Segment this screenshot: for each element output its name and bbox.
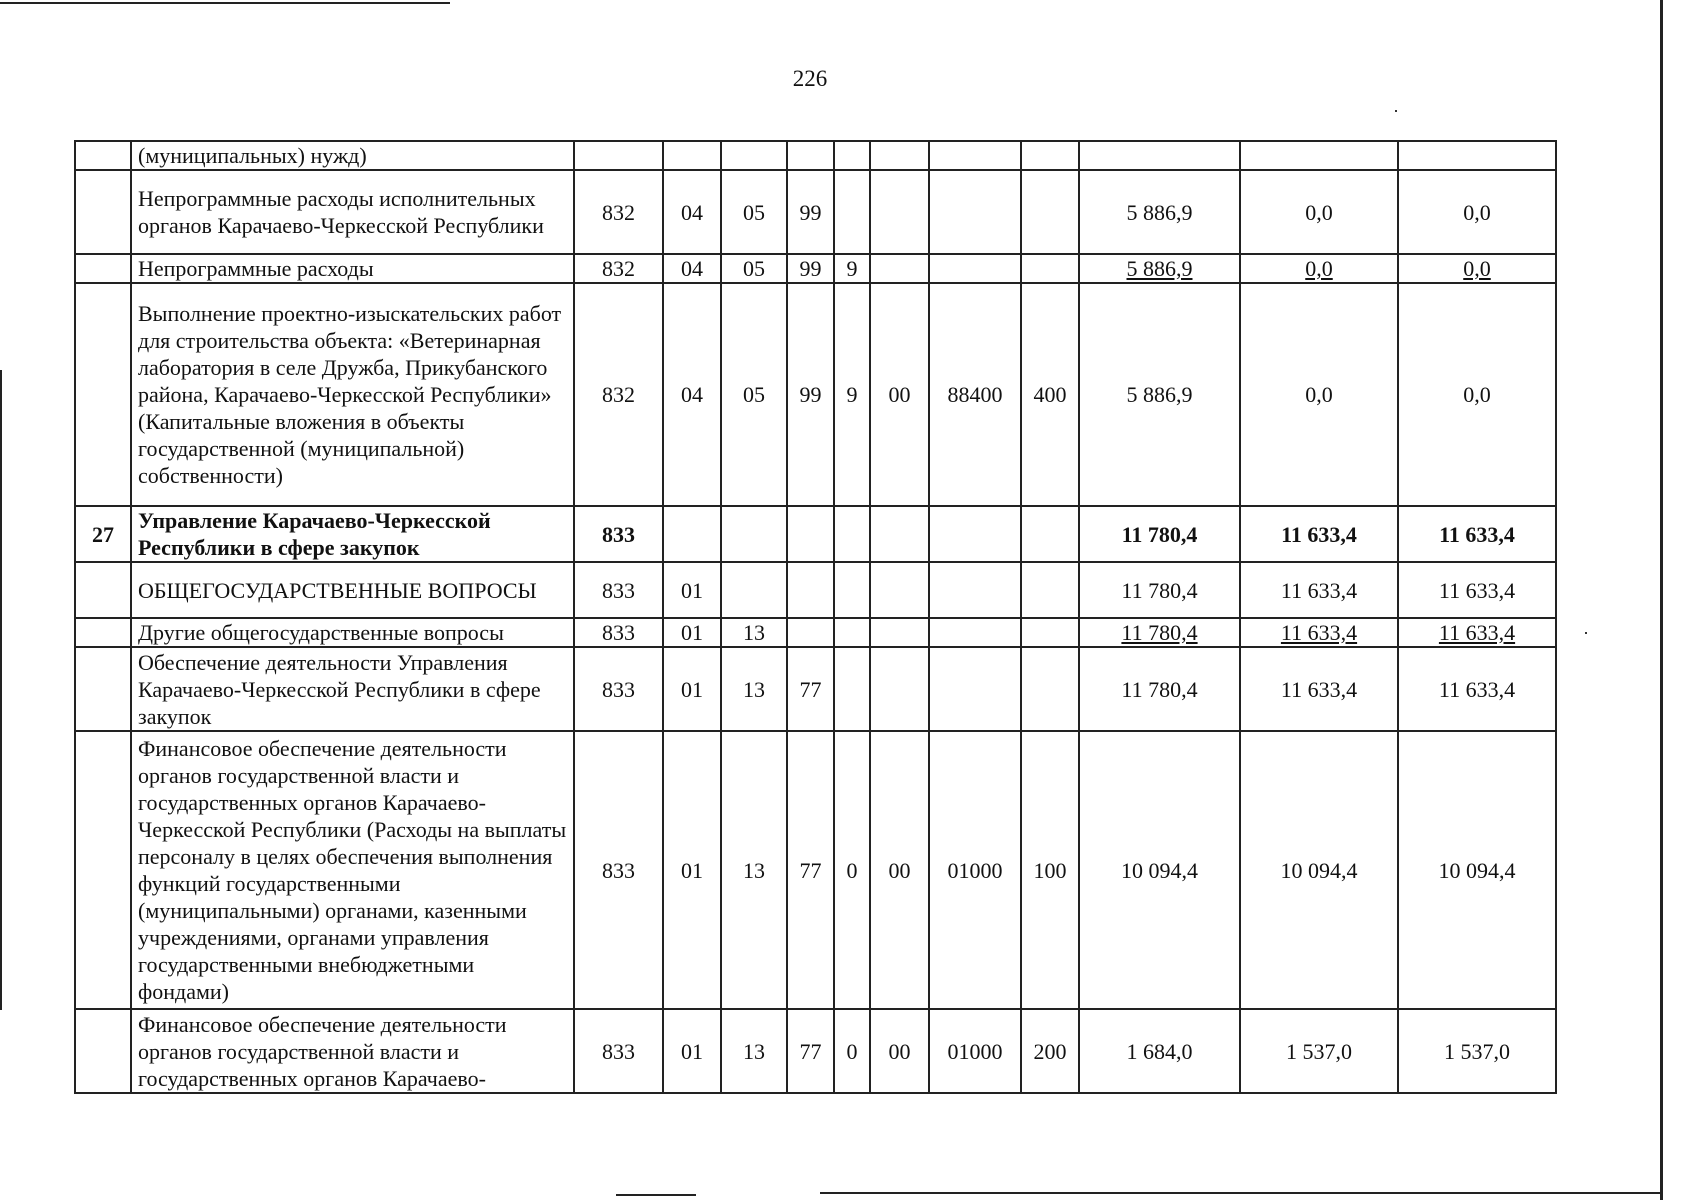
amount-year3-cell: 11 633,4 (1398, 506, 1556, 562)
amount-year1-cell: 11 780,4 (1079, 618, 1240, 647)
amount-year3-cell: 1 537,0 (1398, 1009, 1556, 1093)
row-name-cell: Обеспечение деятельности Управления Карачаево-Черкесской Республики в сфере закупок (131, 647, 574, 731)
expense-type-cell (1021, 562, 1079, 618)
target-code-part4-cell (929, 618, 1021, 647)
table-row (75, 562, 1556, 618)
grbs-code-cell: 833 (574, 618, 663, 647)
expense-type-cell (1021, 506, 1079, 562)
row-name-cell: Выполнение проектно-изыскательских работ для строительства объекта: «Ветеринарная лаборатория в селе Дружба, Прикубанского района, Карачаево-Черкесской Республики» (Капитальные вложения в объекты государственной (муниципальной) собственности) (131, 283, 574, 506)
target-code-part4-cell: 01000 (929, 731, 1021, 1009)
subsection-code-cell: 13 (721, 618, 787, 647)
target-code-part3-cell (870, 506, 929, 562)
section-code-cell: 01 (663, 647, 721, 731)
amount-year1-cell (1079, 141, 1240, 170)
expense-type-cell: 200 (1021, 1009, 1079, 1093)
target-code-part3-cell (870, 170, 929, 254)
section-code-cell: 04 (663, 170, 721, 254)
amount-year3-cell: 11 633,4 (1398, 647, 1556, 731)
scan-edge-top (0, 2, 450, 4)
grbs-code-cell: 833 (574, 562, 663, 618)
row-name-cell: Непрограммные расходы (131, 254, 574, 283)
grbs-code-cell: 833 (574, 506, 663, 562)
target-code-part3-cell (870, 618, 929, 647)
row-number-cell (75, 283, 131, 506)
table-row (75, 506, 1556, 562)
table-row (75, 1009, 1556, 1093)
section-code-cell: 01 (663, 731, 721, 1009)
row-name-cell: ОБЩЕГОСУДАРСТВЕННЫЕ ВОПРОСЫ (131, 562, 574, 618)
row-number-cell (75, 141, 131, 170)
amount-year2-cell: 11 633,4 (1240, 562, 1398, 618)
table-row (75, 283, 1556, 506)
target-code-part2-cell (834, 141, 870, 170)
subsection-code-cell: 05 (721, 254, 787, 283)
row-number-cell (75, 647, 131, 731)
table-row (75, 731, 1556, 1009)
expense-type-cell (1021, 170, 1079, 254)
target-code-part2-cell (834, 170, 870, 254)
grbs-code-cell: 833 (574, 647, 663, 731)
target-code-part4-cell (929, 562, 1021, 618)
amount-year1-cell: 5 886,9 (1079, 254, 1240, 283)
target-code-part4-cell (929, 170, 1021, 254)
grbs-code-cell: 832 (574, 254, 663, 283)
row-name-cell: Финансовое обеспечение деятельности органов государственной власти и государственных органов Карачаево- (131, 1009, 574, 1093)
amount-year3-cell: 10 094,4 (1398, 731, 1556, 1009)
grbs-code-cell: 832 (574, 170, 663, 254)
target-code-part1-cell: 99 (787, 170, 834, 254)
expense-type-cell (1021, 618, 1079, 647)
subsection-code-cell (721, 562, 787, 618)
scan-mark-bottom (616, 1194, 696, 1196)
amount-year2-cell: 1 537,0 (1240, 1009, 1398, 1093)
target-code-part3-cell: 00 (870, 731, 929, 1009)
subsection-code-cell (721, 141, 787, 170)
row-name-cell: Непрограммные расходы исполнительных органов Карачаево-Черкесской Республики (131, 170, 574, 254)
grbs-code-cell (574, 141, 663, 170)
subsection-code-cell: 13 (721, 647, 787, 731)
table-row (75, 618, 1556, 647)
table-row (75, 170, 1556, 254)
target-code-part2-cell (834, 618, 870, 647)
target-code-part1-cell (787, 141, 834, 170)
target-code-part2-cell: 9 (834, 283, 870, 506)
table-row (75, 647, 1556, 731)
target-code-part3-cell (870, 647, 929, 731)
scan-edge-left (0, 370, 2, 1010)
row-name-cell: Другие общегосударственные вопросы (131, 618, 574, 647)
amount-year3-cell: 0,0 (1398, 254, 1556, 283)
row-name-cell: Управление Карачаево-Черкесской Республики в сфере закупок (131, 506, 574, 562)
target-code-part2-cell (834, 506, 870, 562)
subsection-code-cell: 05 (721, 283, 787, 506)
page-number: 226 (792, 66, 828, 91)
amount-year2-cell: 0,0 (1240, 254, 1398, 283)
amount-year3-cell: 0,0 (1398, 170, 1556, 254)
section-code-cell: 04 (663, 254, 721, 283)
grbs-code-cell: 833 (574, 1009, 663, 1093)
scan-edge-bottom (820, 1192, 1660, 1194)
target-code-part1-cell: 77 (787, 1009, 834, 1093)
amount-year1-cell: 1 684,0 (1079, 1009, 1240, 1093)
row-number-cell (75, 254, 131, 283)
scan-speck (1585, 632, 1587, 634)
expense-type-cell (1021, 647, 1079, 731)
amount-year3-cell: 0,0 (1398, 283, 1556, 506)
target-code-part3-cell: 00 (870, 283, 929, 506)
target-code-part4-cell (929, 647, 1021, 731)
amount-year2-cell: 0,0 (1240, 170, 1398, 254)
amount-year1-cell: 10 094,4 (1079, 731, 1240, 1009)
grbs-code-cell: 833 (574, 731, 663, 1009)
expense-type-cell: 400 (1021, 283, 1079, 506)
row-number-cell (75, 618, 131, 647)
row-number-cell (75, 1009, 131, 1093)
subsection-code-cell (721, 506, 787, 562)
amount-year2-cell: 11 633,4 (1240, 506, 1398, 562)
section-code-cell (663, 141, 721, 170)
amount-year3-cell: 11 633,4 (1398, 562, 1556, 618)
budget-table (74, 140, 1557, 1094)
target-code-part1-cell: 77 (787, 647, 834, 731)
target-code-part1-cell (787, 506, 834, 562)
section-code-cell: 01 (663, 618, 721, 647)
amount-year2-cell: 11 633,4 (1240, 618, 1398, 647)
subsection-code-cell: 13 (721, 731, 787, 1009)
expense-type-cell (1021, 141, 1079, 170)
target-code-part3-cell (870, 562, 929, 618)
expense-type-cell: 100 (1021, 731, 1079, 1009)
amount-year1-cell: 5 886,9 (1079, 283, 1240, 506)
target-code-part1-cell: 99 (787, 254, 834, 283)
target-code-part2-cell: 0 (834, 1009, 870, 1093)
amount-year3-cell: 11 633,4 (1398, 618, 1556, 647)
section-code-cell: 01 (663, 1009, 721, 1093)
target-code-part1-cell (787, 618, 834, 647)
subsection-code-cell: 13 (721, 1009, 787, 1093)
target-code-part4-cell: 88400 (929, 283, 1021, 506)
target-code-part2-cell (834, 647, 870, 731)
amount-year3-cell (1398, 141, 1556, 170)
target-code-part4-cell (929, 141, 1021, 170)
amount-year2-cell: 11 633,4 (1240, 647, 1398, 731)
section-code-cell: 01 (663, 562, 721, 618)
target-code-part4-cell (929, 254, 1021, 283)
section-code-cell (663, 506, 721, 562)
amount-year2-cell (1240, 141, 1398, 170)
target-code-part3-cell (870, 254, 929, 283)
amount-year1-cell: 11 780,4 (1079, 506, 1240, 562)
row-name-cell: (муниципальных) нужд) (131, 141, 574, 170)
target-code-part4-cell (929, 506, 1021, 562)
expense-type-cell (1021, 254, 1079, 283)
row-name-cell: Финансовое обеспечение деятельности органов государственной власти и государственных органов Карачаево-Черкесской Республики (Расходы на выплаты персоналу в целях обеспечения выполнения функций государственными (муниципальными) органами, казенными учреждениями, органами управления государственными внебюджетными фондами) (131, 731, 574, 1009)
subsection-code-cell: 05 (721, 170, 787, 254)
section-code-cell: 04 (663, 283, 721, 506)
target-code-part2-cell: 9 (834, 254, 870, 283)
amount-year2-cell: 0,0 (1240, 283, 1398, 506)
target-code-part3-cell: 00 (870, 1009, 929, 1093)
row-number-cell (75, 170, 131, 254)
scan-speck (1395, 110, 1397, 112)
target-code-part1-cell (787, 562, 834, 618)
amount-year1-cell: 11 780,4 (1079, 647, 1240, 731)
target-code-part2-cell: 0 (834, 731, 870, 1009)
table-row (75, 141, 1556, 170)
table-row (75, 254, 1556, 283)
amount-year1-cell: 11 780,4 (1079, 562, 1240, 618)
amount-year2-cell: 10 094,4 (1240, 731, 1398, 1009)
target-code-part1-cell: 99 (787, 283, 834, 506)
target-code-part2-cell (834, 562, 870, 618)
row-number-cell (75, 731, 131, 1009)
row-number-cell (75, 562, 131, 618)
scan-edge-right (1660, 0, 1663, 1200)
row-number-cell: 27 (75, 506, 131, 562)
target-code-part4-cell: 01000 (929, 1009, 1021, 1093)
target-code-part1-cell: 77 (787, 731, 834, 1009)
grbs-code-cell: 832 (574, 283, 663, 506)
target-code-part3-cell (870, 141, 929, 170)
amount-year1-cell: 5 886,9 (1079, 170, 1240, 254)
